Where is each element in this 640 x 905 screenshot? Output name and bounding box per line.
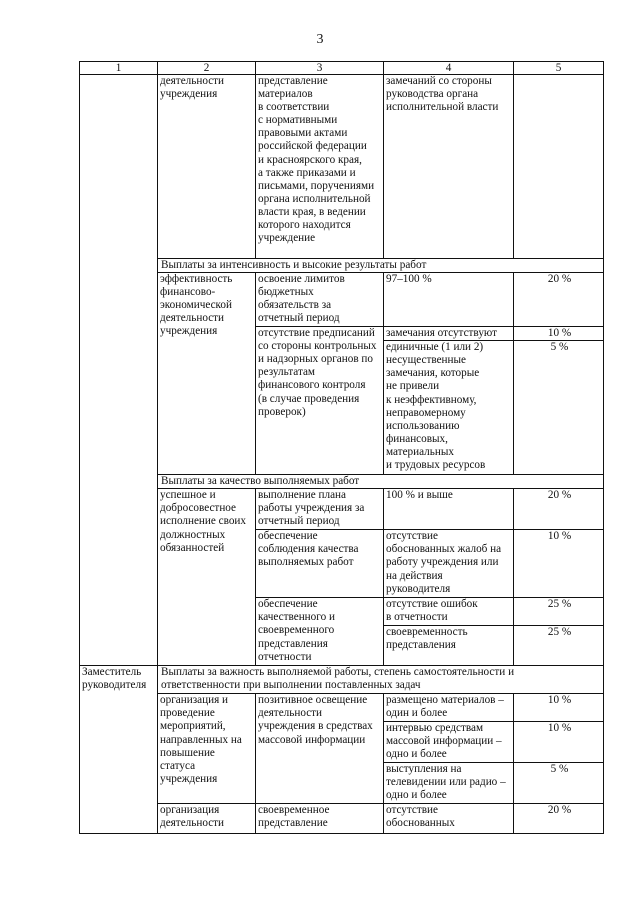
table-row (80, 489, 604, 530)
section-heading: Выплаты за интенсивность и высокие результаты работ (158, 259, 604, 273)
table-row (80, 75, 604, 259)
amount-cell: 5 % (514, 762, 604, 803)
condition-cell: 100 % и выше (384, 489, 514, 530)
indicator-cell: своевременное представление (256, 803, 384, 833)
criteria-table-deputy (79, 665, 604, 833)
section-heading: Выплаты за важность выполняемой работы, степень самостоятельности и ответственности при выполнении поставленных задач (158, 666, 604, 694)
amount-cell: 20 % (514, 803, 604, 833)
condition-cell: отсутствие обоснованных жалоб на работу учреждения или на действия руководителя (384, 530, 514, 598)
criterion-cell: эффективность финансово- экономической деятельности учреждения (158, 273, 256, 475)
amount-cell: 5 % (514, 341, 604, 475)
criteria-table (79, 61, 604, 666)
condition-cell: своевременность представления (384, 626, 514, 666)
condition-cell: замечаний со стороны руководства органа исполнительной власти (384, 75, 514, 259)
amount-cell: 20 % (514, 489, 604, 530)
condition-cell: размещено материалов – один и более (384, 694, 514, 722)
criterion-cell: успешное и добросовестное исполнение своих должностных обязанностей (158, 489, 256, 666)
header-cell-1: 1 (80, 62, 158, 75)
indicator-cell: обеспечение качественного и своевременного представления отчетности (256, 598, 384, 666)
condition-cell: отсутствие ошибок в отчетности (384, 598, 514, 626)
amount-cell: 20 % (514, 273, 604, 327)
condition-cell: замечания отсутствуют (384, 327, 514, 341)
condition-cell: интервью средствам массовой информации – одно и более (384, 722, 514, 762)
table-row (80, 803, 604, 833)
amount-cell: 25 % (514, 626, 604, 666)
indicator-cell: позитивное освещение деятельности учреждения в средствах массовой информации (256, 694, 384, 803)
position-cell: Заместитель руководителя (80, 666, 158, 833)
indicator-cell: обеспечение соблюдения качества выполняемых работ (256, 530, 384, 598)
amount-cell (514, 75, 604, 259)
condition-cell: 97–100 % (384, 273, 514, 327)
position-cell-empty (80, 75, 158, 666)
header-cell-4: 4 (384, 62, 514, 75)
indicator-cell: выполнение плана работы учреждения за отчетный период (256, 489, 384, 530)
table-row (80, 694, 604, 722)
indicator-cell: отсутствие предписаний со стороны контрольных и надзорных органов по результатам финансового контроля (в случае проведения проверок) (256, 327, 384, 475)
criterion-cell: организация деятельности (158, 803, 256, 833)
criterion-cell: деятельности учреждения (158, 75, 256, 259)
condition-cell: выступления на телевидении или радио – одно и более (384, 762, 514, 803)
amount-cell: 10 % (514, 722, 604, 762)
table-row (80, 273, 604, 327)
section-row (80, 475, 604, 489)
indicator-cell: представление материалов в соответствии с нормативными правовыми актами российской федерации и красноярского края, а также приказами и письмами, поручениями органа исполнительной власти края, в ведении которого находится учреждение (256, 75, 384, 259)
page-number: 3 (316, 32, 324, 47)
header-cell-3: 3 (256, 62, 384, 75)
section-row (80, 666, 604, 694)
condition-cell: единичные (1 или 2) несущественные замечания, которые не привели к неэффективному, неправомерному использованию финансовых, материальных и трудовых ресурсов (384, 341, 514, 475)
header-row (80, 62, 604, 75)
amount-cell: 25 % (514, 598, 604, 626)
section-row (80, 259, 604, 273)
section-heading: Выплаты за качество выполняемых работ (158, 475, 604, 489)
indicator-cell: освоение лимитов бюджетных обязательств за отчетный период (256, 273, 384, 327)
header-cell-2: 2 (158, 62, 256, 75)
header-cell-5: 5 (514, 62, 604, 75)
criterion-cell: организация и проведение мероприятий, направленных на повышение статуса учреждения (158, 694, 256, 803)
amount-cell: 10 % (514, 327, 604, 341)
condition-cell: отсутствие обоснованных (384, 803, 514, 833)
amount-cell: 10 % (514, 694, 604, 722)
amount-cell: 10 % (514, 530, 604, 598)
